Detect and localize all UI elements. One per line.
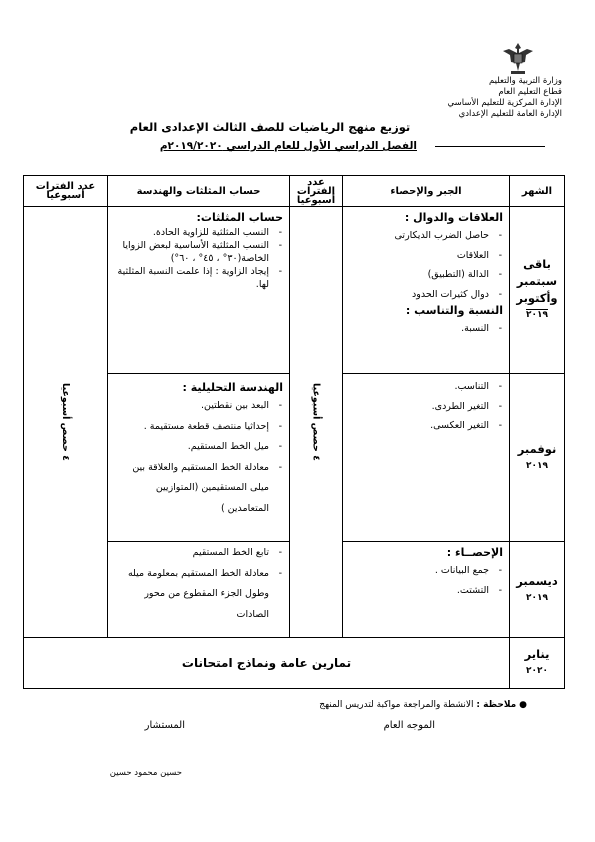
section-title: الهندسة التحليلية : — [182, 381, 283, 394]
list-item: - ميل الخط المستقيم. — [112, 437, 283, 458]
list-item: - تابع الخط المستقيم — [112, 543, 283, 564]
page-subtitle: الفصل الدراسي الأول للعام الدراسي ٢٠١٩/٢٠٢٠م — [159, 140, 417, 152]
eagle-emblem-icon — [500, 40, 536, 76]
curriculum-table — [23, 175, 565, 689]
bullet-icon: ● — [519, 700, 527, 710]
periods-cell-a — [290, 207, 343, 638]
section-title: الإحصــاء : — [446, 546, 503, 559]
list-item: - النسب المثلثية للزاوية الحادة. — [112, 226, 283, 239]
header-periods-a: عدد الفترات أسبوعيا — [290, 176, 343, 207]
month-year: ٢٠١٩ — [526, 460, 548, 471]
algebra-cell — [343, 542, 510, 638]
header-algebra: الجبر والإحصاء — [343, 176, 510, 207]
list-item: - إيجاد الزاوية : إذا علمت النسبة المثلثية لها. — [112, 265, 283, 291]
periods-cell-b — [24, 207, 108, 638]
month-year: ٢٠١٩ — [526, 310, 548, 320]
list-item: - التناسب. — [347, 377, 503, 397]
list-item: - دوال كثيرات الحدود — [347, 285, 503, 305]
list-item: - العلاقات — [347, 246, 503, 266]
month-year: ٢٠١٩ — [526, 592, 548, 603]
month-name: يناير — [524, 647, 550, 661]
trig-cell — [108, 542, 290, 638]
algebra-cell — [343, 374, 510, 542]
general-admin-name: الإدارة العامة للتعليم الإعدادي — [458, 109, 562, 119]
list-item: - التشتت. — [347, 581, 503, 601]
list-item: - الدالة (التطبيق) — [347, 265, 503, 285]
month-cell — [510, 207, 565, 374]
advisor-title: المستشار — [144, 720, 185, 731]
month-name: ديسمبر — [516, 573, 558, 588]
month-year: ٢٠٢٠ — [526, 666, 548, 676]
table-row — [24, 638, 565, 689]
section-title: حساب المثلثات: — [196, 211, 283, 224]
list-item: - إحداثيا منتصف قطعة مستقيمة . — [112, 417, 283, 438]
trig-cell — [108, 374, 290, 542]
note-label: ملاحظة : — [476, 700, 517, 710]
list-item: - معادلة الخط المستقيم بمعلومة ميله وطول الجزء المقطوع من محور الصادات — [112, 564, 283, 626]
list-item: - حاصل الضرب الديكارتى — [347, 226, 503, 246]
section-title: العلاقات والدوال : — [404, 211, 503, 224]
header-trig: حساب المثلثات والهندسة — [108, 176, 290, 207]
header-month: الشهر — [510, 176, 565, 207]
list-item: - التغير الطردى. — [347, 397, 503, 417]
list-item: - النسب المثلثية الأساسية لبعض الزوايا الخاصة(٣٠° ، ٤٥° ، ٦٠°) — [112, 239, 283, 265]
list-item: - جمع البيانات . — [347, 561, 503, 581]
month-name: باقى سبتمبر وأكتوبر — [516, 257, 558, 305]
header-underline — [435, 146, 545, 147]
table-header-row — [24, 176, 565, 207]
table-row — [24, 207, 565, 374]
note — [319, 700, 527, 710]
section-title: النسبة والتناسب : — [405, 304, 503, 317]
list-item: - معادلة الخط المستقيم والعلاقة بين ميلى المستقيمين (المتوازيين المتعامدين ) — [112, 458, 283, 520]
periods-text: ٤ حصص أسبوعيا — [60, 383, 71, 461]
supervisor-title: الموجه العام — [383, 720, 435, 731]
list-item: - النسبة. — [347, 319, 503, 339]
trig-cell — [108, 207, 290, 374]
january-text: تمارين عامة ونماذج امتحانات — [24, 638, 510, 689]
sector-name: قطاع التعليم العام — [498, 87, 562, 97]
header-periods-b: عدد الفترات أسبوعيا — [24, 176, 108, 207]
note-text: الانشطة والمراجعة مواكبة لتدريس المنهج — [319, 700, 474, 710]
list-item: - التغير العكسى. — [347, 416, 503, 436]
month-name: نوفمبر — [517, 441, 557, 456]
algebra-cell — [343, 207, 510, 374]
list-item: - البعد بين نقطتين. — [112, 396, 283, 417]
month-cell — [510, 638, 565, 689]
periods-text: ٤ حصص أسبوعيا — [310, 383, 322, 461]
month-cell — [510, 374, 565, 542]
advisor-name: حسين محمود حسين — [109, 768, 182, 778]
central-admin-name: الإدارة المركزية للتعليم الأساسي — [447, 98, 562, 108]
ministry-name: وزارة التربية والتعليم — [489, 76, 562, 86]
month-cell — [510, 542, 565, 638]
page-title: توزيع منهج الرياضيات للصف الثالث الإعدادى العام — [129, 120, 411, 134]
